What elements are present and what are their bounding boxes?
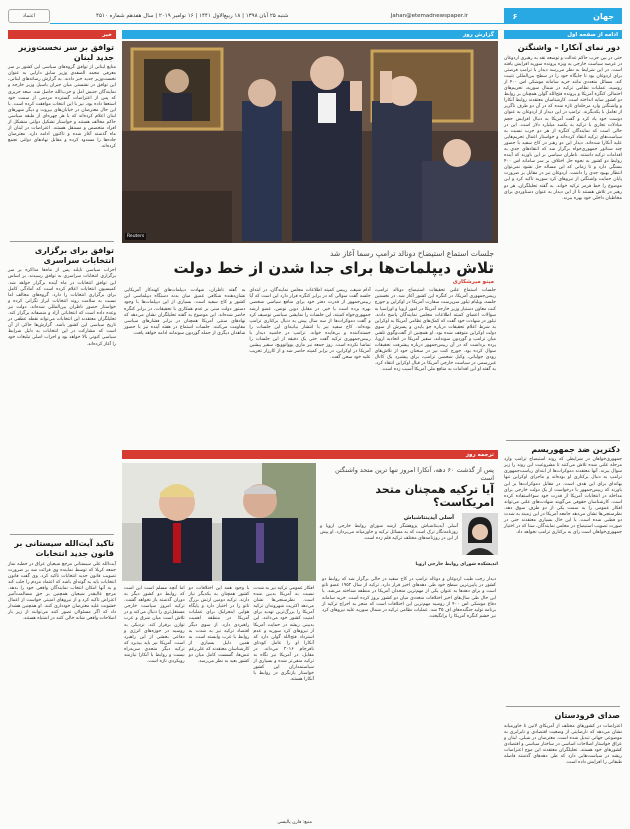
story-body: به گفته ناظران، شهادت دیپلمات‌های کهنه‌کار آمریکایی نشان‌دهنده شکافی عمیق میان بدنه دستگاه دیپلماسی این کشور و کاخ سفید است. بسیاری از این دیپلمات‌ها با وجود دستور دولت مبنی بر عدم همکاری با تحقیقات، در برابر کنگره حاضر شده‌اند. این موضوع به گفته تحلیلگران نشان می‌دهد که نهادهای سنتی آمریکا همچنان در برابر فشارهای سیاسی مقاومت می‌کنند. جلسات استماع در هفته آینده نیز با حضور شاهدان دیگری از جمله گوردون سوندلند ادامه خواهد یافت. [124, 288, 246, 336]
middle-bottom-head [320, 463, 498, 829]
story-body: جمهوری‌خواهان در شرایطی که روند استیضاح ترامپ وارد مرحله علنی شده تلاش می‌کنند تا مشروعیت این روند را زیر سوال ببرند. آنها معتقدند دموکرات‌ها از ابتدای ریاست‌جمهوری ترامپ به دنبال برکناری او بوده‌اند و ماجرای اوکراین تنها بهانه‌ای برای این هدف است. در مقابل دموکرات‌ها بر این باورند که رییس‌جمهور با درخواست از یک دولت خارجی برای مداخله در انتخابات آمریکا از قدرت خود سوءاستفاده کرده است. کارشناسان حقوقی می‌گویند شهادت‌های علنی می‌تواند افکار عمومی را به سمت یکی از دو طرف سوق دهد. نظرسنجی‌ها نشان می‌دهد جامعه آمریکا در این زمینه به شدت دو قطبی شده است. با این حال بسیاری معتقدند حتی در صورت تصویب استیضاح در مجلس نمایندگان، سنا که در اختیار جمهوری‌خواهان است رای به برکناری ترامپ نخواهد داد. [504, 457, 622, 536]
story-headline: آیا ترکیه همچنان متحد امریکاست؟ [375, 483, 494, 509]
author-role: اندیشکده شورای روابط خارجی اروپا [415, 562, 498, 568]
hearing-photo-image [122, 41, 498, 243]
left-column-label: خبر [8, 30, 116, 39]
story-columns [122, 288, 498, 440]
divider [10, 534, 114, 535]
story-body: دیدار رجب طیب اردوغان و دونالد ترامپ در کاخ سفید در حالی برگزار شد که روابط دو کشور در پایین‌ترین سطح خود طی دهه‌های اخیر قرار دارد. ترکیه از سال ۱۹۵۲ عضو ناتو است و برای دهه‌ها به عنوان یکی از مهم‌ترین متحدان آمریکا در منطقه شناخته می‌شد. با این حال طی سال‌های اخیر اختلافات متعددی میان دو کشور بروز کرده است. خرید سامانه دفاع موشکی اس ۴۰۰ از روسیه مهم‌ترین این اختلافات است که منجر به اخراج ترکیه از برنامه تولید جنگنده‌های اف ۳۵ شد. عملیات نظامی ترکیه در شمال سوریه علیه نیروهای کرد نیز خشم کنگره آمریکا را برانگیخت. [322, 577, 497, 619]
story-body: احزاب سیاسی تایلند پس از ماه‌ها مذاکره بر سر برگزاری انتخابات سراسری به توافق رسیدند. بر اساس این توافق انتخابات در ماه آینده برگزار خواهد شد. کمیسیون انتخابات اعلام کرده است که آمادگی کامل برای برگزاری انتخابات را دارد. گروه‌های مخالف اما نسبت به سلامت روند انتخابات ابراز نگرانی کرده و خواستار حضور ناظران بین‌المللی شده‌اند. دولت نیز وعده داده است که انتخاباتی آزاد و منصفانه برگزار کند. تحلیلگران معتقدند این انتخابات می‌تواند نقطه عطفی در تاریخ سیاسی این کشور باشد. گزارش‌ها حاکی از آن است که مشارکت در این انتخابات به دلیل شرایط سیاسی کنونی بالا خواهد بود و احزاب اصلی تبلیغات خود را آغاز کرده‌اند. [8, 268, 116, 347]
story-body: اما آنچه مسلم است این است که روابط دو کشور دیگر به دوران گذشته باز نخواهد گشت. ترکیه امروز سیاست خارجی مستقل‌تری را دنبال می‌کند و در تلاش است میان شرق و غرب توازن برقرار کند. نزدیکی به روسیه در حوزه‌های انرژی و دفاعی بخشی از این راهبرد است. آمریکا نیز باید بپذیرد که ترکیه دیگر متحدی سربه‌راه نیست و روابط با آنکارا نیازمند رویکردی تازه است. [123, 586, 185, 665]
story-kicker: پس از گذشت ۶۰ دهه، آنکارا امروز تنها‌ ترین متحد واشنگتن است [334, 466, 494, 482]
story-body: جلسات استماع علنی تحقیقات استیضاح دونالد ترامپ، رییس‌جمهوری آمریکا، در کنگره این کشور آغاز شد. در نخستین جلسه، ویلیام تیلور سرپرست سفارت آمریکا در اوکراین و جورج کنت معاون دستیار وزیر خارجه آمریکا در امور اروپا و اوراسیا به سوالات اعضای کمیته اطلاعات مجلس نمایندگان پاسخ دادند. تیلور در شهادت خود گفت که کمک‌های نظامی آمریکا به اوکراین به شرط اعلام تحقیقات درباره جو بایدن و پسرش از سوی دولت اوکراین متوقف شده بود. او همچنین از گفت‌وگوی تلفنی میان ترامپ و گوردون سوندلند، سفیر آمریکا در اتحادیه اروپا، پرده برداشت که در آن رییس‌جمهور درباره پیشرفت تحقیقات سوال کرده بود. جورج کنت نیز در سخنان خود از تلاش‌های رودی جولیانی، وکیل شخصی ترامپ، برای پیشبرد یک کانال غیررسمی در سیاست خارجی آمریکا در قبال اوکراین انتقاد کرد. به گفته او این اقدامات به منافع ملی آمریکا آسیب زده است. [374, 288, 496, 373]
story-body: با وجود همه این اختلافات، دو کشور همچنان به یکدیگر نیاز دارند. ترکیه دومین ارتش بزرگ ناتو را در اختیار دارد و پایگاه هوایی اینجرلیک برای عملیات آمریکا در منطقه اهمیت راهبردی دارد. از سوی دیگر اقتصاد ترکیه نیز به شدت به روابط با غرب وابسته است. به همین دلیل بسیاری از کارشناسان معتقدند که علی‌رغم تنش‌ها، گسست کامل میان دو کشور بعید به نظر می‌رسد. [188, 586, 250, 665]
story-body: اعتراضات در کشورهای مختلف از آمریکای لاتین تا خاورمیانه نشان می‌دهد که نارضایتی از وضعیت اقتصادی و نابرابری به موضوعی جهانی تبدیل شده است. معترضان در شیلی، لبنان و عراق خواستار اصلاحات اساسی در ساختار سیاسی و اقتصادی کشورهای خود هستند. تحلیلگران معتقدند این موج اعتراضات ریشه در سیاست‌هایی دارد که طی دهه‌های گذشته فاصله طبقاتی را افزایش داده است. [504, 723, 622, 766]
page-number: ۶ [512, 11, 518, 21]
header-line [50, 8, 504, 24]
newspaper-logo-icon: اعتماد [8, 9, 50, 23]
right-column-label: ادامه از صفحه اول [504, 30, 622, 39]
leaders-photo [122, 463, 316, 581]
story-body: آدام شیف، رییس کمیته اطلاعات مجلس نمایندگان، در ابتدای جلسه گفت سوالی که در برابر کنگره قرار دارد این است که آیا رییس‌جمهور از قدرت دفتر خود برای منافع سیاسی شخصی بهره برده است یا خیر. در مقابل دوین نونس، عضو ارشد جمهوری‌خواه کمیته، این جلسات را نمایشی سیاسی توصیف کرد و گفت دموکرات‌ها از سه سال پیش به دنبال برکناری ترامپ بوده‌اند. کاخ سفید نیز با انتشار بیانیه‌ای این جلسات را خسته‌کننده و بی‌فایده خواند. ترامپ در حاشیه دیدار با رییس‌جمهوری ترکیه گفت حتی یک دقیقه از این جلسات را تماشا نکرده است. روز جمعه نیز ماری یووانوویچ، سفیر پیشین آمریکا در اوکراین، در برابر کمیته حاضر شد و از کارزار تخریب علیه خود سخن گفت. [249, 288, 371, 361]
author-note: آسلی آیدینتاشباش پژوهشگر ارشد شورای روابط خارجی اروپا و روزنامه‌نگار ترک است که به مسائل ترکیه و خاورمیانه می‌پردازد. او پیش از این در روزنامه‌های مختلف ترکیه قلم زده است. [320, 524, 458, 542]
author-name: آسلی آیدینتاشباش [403, 515, 454, 522]
story-body: منابع لبنانی از توافق گروه‌های سیاسی این کشور بر سر معرفی محمد الصفدی وزیر سابق دارایی به عنوان نخست‌وزیر جدید خبر دادند. به گزارش رسانه‌های لبنانی، این توافق در نشستی میان جبران باسیل وزیر خارجه و نمایندگان جنبش امل و حزب‌الله حاصل شد. سعد حریری که پس از اعتراضات گسترده مردمی از سمت خود استعفا داده بود، نیز با این انتخاب موافقت کرده است. با این حال معترضان در خیابان‌های بیروت و دیگر شهرهای لبنان اعلام کرده‌اند که با هر چهره‌ای از طبقه سیاسی حاکم مخالف هستند و خواستار تشکیل دولتی متشکل از افراد متخصص و مستقل هستند. اعتراضات در لبنان از ماه گذشته آغاز شده و تاکنون ادامه دارد. معترضان جاده‌ها را مسدود کرده و مقابل نهادهای دولتی تجمع کرده‌اند. [8, 65, 116, 150]
leaders-photo-image [122, 463, 316, 581]
avatar [462, 513, 498, 555]
hearing-photo [122, 41, 498, 243]
middle-bottom-label: ترجمه روز [122, 450, 498, 459]
story-headline: توافق برای برگزاری انتخابات سراسری [34, 246, 114, 265]
story-headline: تاکید آیت‌الله سیستانی بر قانون جدید انتخابات [14, 539, 114, 558]
divider [506, 440, 620, 441]
story-headline: صدای فرودستان [554, 711, 620, 721]
middle-top-label: گزارش روز [122, 30, 498, 39]
story-columns [122, 586, 316, 818]
story-headline: دور نمای آنکارا – واشنگتن [517, 43, 620, 52]
source-note: منبع: فارن پالیسی [277, 820, 312, 825]
header-email[interactable]: Jahan@etemadnewspaper.ir [390, 12, 468, 19]
author-box [320, 513, 498, 560]
middle-bottom-story [122, 450, 498, 459]
story-headline: تلاش دیپلمات‌ها برای جدا شدن از خط دولت [173, 259, 494, 277]
story-headline: دکترین ضد جمهوریسم [531, 444, 620, 454]
middle-column [122, 30, 498, 825]
story-body: آیت‌الله علی سیستانی مرجع شیعیان عراق در خطبه نماز جمعه کربلا که توسط نماینده وی قرائت شد بر ضرورت تصویب قانون جدید انتخابات تاکید کرد. وی گفت قانون انتخابات باید به گونه‌ای باشد که اعتماد مردم را جلب کند و به آنها امکان انتخاب نمایندگان واقعی خود را بدهد. مرجع عالیقدر شیعیان همچنین بر حق مسالمت‌آمیز اعتراض تاکید کرد و از نیروهای امنیتی خواست از اعمال خشونت علیه معترضان خودداری کنند. او همچنین هشدار داد که اگر مسئولان تصور کنند می‌توانند از زیر بار اصلاحات واقعی شانه خالی کنند در اشتباه هستند. [8, 561, 116, 622]
section-name: جهان [593, 11, 614, 21]
divider [506, 706, 620, 707]
middle-bottom-cols [122, 586, 316, 828]
middle-top-story [122, 246, 498, 440]
right-column [504, 30, 622, 812]
story-body: حتی در بین حزب حاکم عدالت و توسعه نقد به رهبری اردوغان در عرصه سیاست خارجی به ویژه پرونده سوریه افزایش یافته است. در این شرایط به نظر می‌رسد دیدار با ترامپ فرصتی برای اردوغان بود تا جایگاه خود را در سطح بین‌المللی تثبیت کند. مسائل متعددی مانند خرید سامانه موشکی اس ۴۰۰ از روسیه، عملیات نظامی ترکیه در شمال سوریه، تحریم‌های احتمالی کنگره آمریکا و پرونده فتح‌الله گولن همچنان بر روابط دو کشور سایه انداخته است. کارشناسان معتقدند روابط آنکارا و واشنگتن وارد مرحله‌ای تازه شده که در آن دو طرف ناگزیر از تعامل با یکدیگرند. ترامپ در این دیدار از اردوغان به عنوان دوست خود یاد کرد و گفت آمریکا به دنبال افزایش حجم مبادلات تجاری با ترکیه به یکصد میلیارد دلار است. این در حالی است که نمایندگان کنگره از هر دو حزب نسبت به سیاست‌های ترکیه انتقاد کرده‌اند و خواستار اعمال تحریم‌هایی علیه آنکارا شده‌اند. دیدار این دو رهبر در کاخ سفید با حضور چند سناتور جمهوری‌خواه برگزار شد که انتقادهای جدی به اقدامات ترکیه داشتند. ناظران سیاسی بر این باورند که آینده روابط دو کشور به نحوه حل اختلاف بر سر سامانه اس ۴۰۰ بستگی دارد و تا زمانی که این مساله حل نشود نمی‌توان انتظار بهبود جدی را داشت. اردوغان نیز در مقابل بر ضرورت پایان حمایت واشنگتن از نیروهای کرد سوریه تاکید کرد و این موضوع را خط قرمز ترکیه خواند. به گفته تحلیلگران، هر دو رهبر در تلاش هستند تا از این دیدار به عنوان دستاوردی برای مخاطبان داخلی خود بهره ببرند. [504, 55, 622, 201]
author-info [320, 513, 462, 560]
photo-credit: Reuters [127, 234, 145, 239]
section-tab [504, 8, 622, 24]
story-headline: توافق بر سر نخست‌وزیر جدید لبنان [18, 43, 114, 62]
story-byline: مینو میرشکاری [452, 279, 494, 286]
story-kicker: جلسات استماع استیضاح دونالد ترامپ رسما آغاز شد [329, 249, 494, 258]
story-body: افکار عمومی ترکیه نیز به شدت نسبت به آمریکا بدبین شده است. نظرسنجی‌ها نشان می‌دهد اکثریت شهروندان ترکیه آمریکا را بزرگ‌ترین تهدید برای امنیت کشور خود می‌دانند. این بدبینی ریشه در حمایت آمریکا از نیروهای کرد سوریه و عدم استرداد فتح‌الله گولن دارد که آنکارا او را عامل کودتای نافرجام ۲۰۱۶ می‌داند. در مقابل، در آمریکا نیز نگاه به ترکیه منفی‌تر شده و بسیاری از سیاستمداران این کشور خواستار بازنگری در روابط با آنکارا هستند. [253, 586, 314, 683]
page-header [8, 8, 622, 24]
left-column [8, 30, 116, 812]
header-date: شنبه ۲۵ آبان ۱۳۹۸ | ۱۸ ربیع‌الاول ۱۴۴۱ | ۱۶ نوامبر ۲۰۱۹ | سال هفدهم شماره ۴۵۱۰ [96, 12, 289, 19]
divider [10, 241, 114, 242]
